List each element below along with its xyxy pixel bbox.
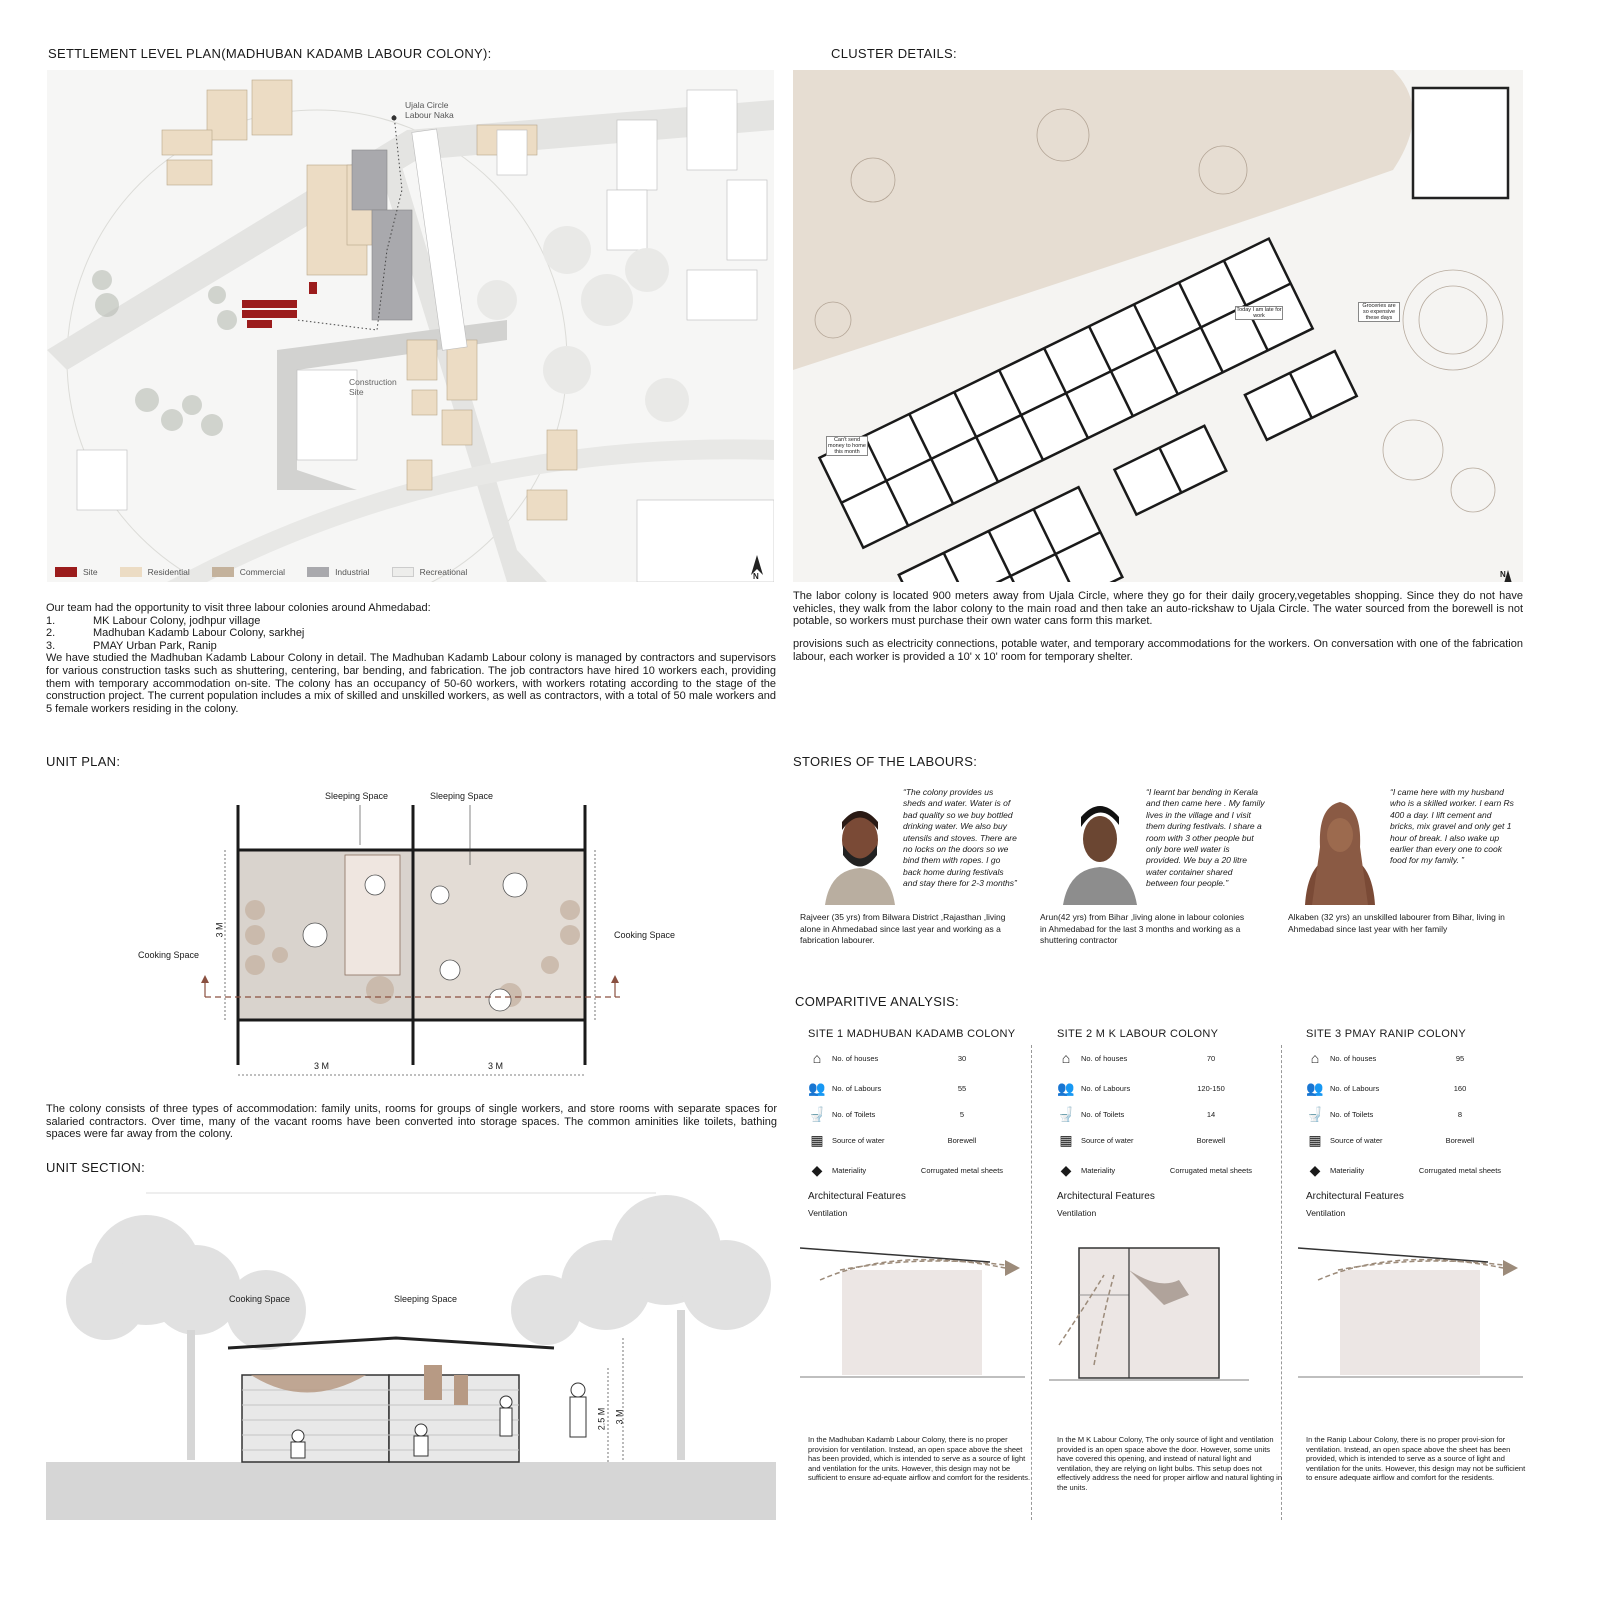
layers-icon: ◆ bbox=[1309, 1162, 1321, 1178]
section-cooking-label: Cooking Space bbox=[229, 1294, 291, 1304]
layers-icon: ◆ bbox=[1060, 1162, 1072, 1178]
people-icon: 👥 bbox=[1057, 1080, 1075, 1096]
layers-icon: ◆ bbox=[811, 1162, 823, 1178]
dim-height-left: 3 M bbox=[214, 922, 225, 938]
bubble-money: Can't send money to home this month bbox=[826, 436, 868, 456]
people-icon: 👥 bbox=[1306, 1080, 1324, 1096]
toilet-icon: 🚽 bbox=[1057, 1106, 1075, 1122]
cluster-drawing bbox=[793, 70, 1523, 582]
site-1-houses: ⌂ No. of houses 30 bbox=[808, 1050, 1007, 1066]
site-3-column bbox=[1306, 1028, 1541, 1520]
intro-line: Our team had the opportunity to visit three labour colonies around Ahmedabad: bbox=[46, 602, 431, 614]
site-1-vent-label: Ventilation bbox=[808, 1208, 848, 1218]
caption-alkaben: Alkaben (32 yrs) an unskilled labourer from Bihar, living in Ahmedabad since last year with her family bbox=[1288, 912, 1505, 934]
site-3-houses: ⌂ No. of houses 95 bbox=[1306, 1050, 1505, 1066]
site-1-column bbox=[808, 1028, 1043, 1520]
site-2-arch-label: Architectural Features bbox=[1057, 1191, 1155, 1202]
caption-rajveer: Rajveer (35 yrs) from Bilwara District ,Rajasthan ,living alone in Ahmedabad since last year and working as a fabrication labourer. bbox=[800, 912, 1006, 945]
site-1-title: SITE 1 MADHUBAN KADAMB COLONY bbox=[808, 1028, 1016, 1040]
site-1-vent-diagram bbox=[800, 1240, 1025, 1390]
site-2-labours: 👥 No. of Labours 120-150 bbox=[1057, 1080, 1225, 1096]
intro-list-item-2: 2. Madhuban Kadamb Labour Colony, sarkhej bbox=[46, 627, 305, 640]
intro-list-item-1: 1. MK Labour Colony, jodhpur village bbox=[46, 614, 261, 627]
house-icon: ⌂ bbox=[1061, 1050, 1071, 1066]
comparison-heading: COMPARITIVE ANALYSIS: bbox=[795, 994, 960, 1009]
legend-site: Site bbox=[55, 567, 98, 577]
site-2-materiality: ◆ Materiality Corrugated metal sheets bbox=[1057, 1162, 1256, 1179]
toilet-icon: 🚽 bbox=[1306, 1106, 1324, 1122]
site-3-toilets: 🚽 No. of Toilets 8 bbox=[1306, 1106, 1463, 1122]
quote-rajveer: “The colony provides us sheds and water. Water is of bad quality so we buy bottled drinking water. We also buy utensils and stoves. There are no locks on the doors so we bind them with ropes. I go back home during festivals and stay there for 2-3 months” bbox=[903, 787, 1017, 889]
settlement-map-drawing bbox=[47, 70, 774, 582]
site-2-toilets: 🚽 No. of Toilets 14 bbox=[1057, 1106, 1216, 1122]
people-icon: 👥 bbox=[808, 1080, 826, 1096]
site-2-text: In the M K Labour Colony, The only source of light and ventilation provided is an open space above the door. However, some units have covered this opening, and instead of natural light and ventilation, they are relying on light bulbs. This setup does not effectively address the need for proper airflow and natural lighting in the units. bbox=[1057, 1435, 1282, 1492]
house-icon: ⌂ bbox=[1310, 1050, 1320, 1066]
site-2-houses: ⌂ No. of houses 70 bbox=[1057, 1050, 1256, 1066]
sleeping-space-label-1: Sleeping Space bbox=[325, 791, 389, 801]
legend-industrial: Industrial bbox=[307, 567, 370, 577]
cooking-space-label-right: Cooking Space bbox=[614, 930, 676, 940]
legend-recreational: Recreational bbox=[392, 567, 468, 577]
water-tank-icon: ▦ bbox=[1308, 1132, 1322, 1148]
stories-section bbox=[800, 785, 1520, 955]
unit-plan-drawing bbox=[130, 785, 710, 1085]
stories-heading: STORIES OF THE LABOURS: bbox=[793, 754, 978, 769]
unit-section-drawing bbox=[46, 1190, 776, 1520]
site-1-text: In the Madhuban Kadamb Labour Colony, there is no proper provision for ventilation. Instead, an open space above the sheet has been provided, which is intended to serve as a source of light and ventilation for the units. However, this design may not be sufficient to ensure ad-equate airflow and comfort for the residents. bbox=[808, 1435, 1031, 1483]
bubble-groceries: Groceries are so expensive these days bbox=[1358, 302, 1400, 322]
site-2-vent-label: Ventilation bbox=[1057, 1208, 1097, 1218]
unit-section-heading: UNIT SECTION: bbox=[46, 1160, 146, 1175]
bubble-late: Today I am late for work bbox=[1236, 307, 1282, 319]
water-tank-icon: ▦ bbox=[810, 1132, 824, 1148]
site-2-title: SITE 2 M K LABOUR COLONY bbox=[1057, 1028, 1219, 1040]
ujala-circle-label: Ujala Circle Labour Naka bbox=[405, 100, 454, 120]
settlement-map bbox=[47, 70, 774, 582]
quote-arun: “I learnt bar bending in Kerala and then came here . My family lives in the village and I visit them during festivals. I share a room with 3 other people but only bore well water is provided. We buy a 20 litre water container shared between four people.” bbox=[1146, 787, 1265, 889]
unit-section-svg bbox=[46, 1190, 776, 1520]
cooking-space-label-left: Cooking Space bbox=[138, 950, 200, 960]
house-icon: ⌂ bbox=[812, 1050, 822, 1066]
water-tank-icon: ▦ bbox=[1059, 1132, 1073, 1148]
caption-arun: Arun(42 yrs) from Bihar ,living alone in labour colonies in Ahmedabad for the last 3 months and working as a shuttering contractor bbox=[1040, 912, 1245, 945]
construction-site-label: Construction Site bbox=[349, 377, 397, 397]
portrait-arun bbox=[1055, 797, 1145, 905]
cluster-north-label: N bbox=[1500, 570, 1506, 579]
cluster-map bbox=[793, 70, 1523, 582]
north-label: N bbox=[753, 572, 759, 581]
settlement-legend bbox=[55, 567, 489, 577]
legend-residential: Residential bbox=[120, 567, 190, 577]
site-3-vent-diagram bbox=[1298, 1240, 1523, 1390]
intro-text bbox=[46, 602, 776, 715]
site-2-water: ▦ Source of water Borewell bbox=[1057, 1132, 1256, 1149]
site-3-labours: 👥 No. of Labours 160 bbox=[1306, 1080, 1467, 1096]
intro-paragraph: We have studied the Madhuban Kadamb Labour Colony in detail. The Madhuban Kadamb Labour colony is managed by contractors and supervisors for various construction tasks such as shuttering, centering, bar bending, and fabrication. The job contractors have hired 10 workers each, providing them with temporary accommodation on-site. The colony has an occupancy of 50-60 workers, with workers rotating according to the stage of the construction project. The current population includes a mix of skilled and unskilled workers, as well as contractors, with a total of 50 male workers and 5 female workers residing in the colony. bbox=[46, 652, 776, 715]
toilet-icon: 🚽 bbox=[808, 1106, 826, 1122]
unit-plan-caption: The colony consists of three types of accommodation: family units, rooms for groups of single workers, and store rooms with separate spaces for salaried contractors. Over time, many of the vacant rooms have been converted into storage spaces. The common aminities like toilets, bathing spaces were far away from the colony. bbox=[46, 1103, 777, 1141]
site-3-vent-label: Ventilation bbox=[1306, 1208, 1346, 1218]
quote-alkaben: “I came here with my husband who is a skilled worker. I earn Rs 400 a day. I lift cement and bricks, mix gravel and only get 1 hour of break. I also wake up earlier than every one to cook food for my family. ” bbox=[1390, 787, 1514, 866]
legend-commercial: Commercial bbox=[212, 567, 285, 577]
intro-list-item-3: 3. PMAY Urban Park, Ranip bbox=[46, 639, 217, 652]
sleeping-space-label-2: Sleeping Space bbox=[430, 791, 494, 801]
site-1-materiality: ◆ Materiality Corrugated metal sheets bbox=[808, 1162, 1007, 1179]
site-1-labours: 👥 No. of Labours 55 bbox=[808, 1080, 967, 1096]
site-3-water: ▦ Source of water Borewell bbox=[1306, 1132, 1505, 1149]
site-1-toilets: 🚽 No. of Toilets 5 bbox=[808, 1106, 965, 1122]
section-dim-2-5m: 2.5 M bbox=[596, 1407, 607, 1431]
cluster-para-2: provisions such as electricity connections, potable water, and temporary accommodations for the workers. On conversation with one of the fabrication labour, each worker is provided a 10' x 10' room for temporary shelter. bbox=[793, 638, 1523, 663]
dim-width-1: 3 M bbox=[314, 1061, 330, 1071]
site-1-water: ▦ Source of water Borewell bbox=[808, 1132, 1007, 1149]
settlement-heading: SETTLEMENT LEVEL PLAN(MADHUBAN KADAMB LABOUR COLONY): bbox=[48, 46, 492, 61]
section-sleeping-label: Sleeping Space bbox=[394, 1294, 458, 1304]
site-3-title: SITE 3 PMAY RANIP COLONY bbox=[1306, 1028, 1467, 1040]
site-1-arch-label: Architectural Features bbox=[808, 1191, 906, 1202]
portrait-alkaben bbox=[1300, 797, 1380, 905]
section-dim-3m: 3 M bbox=[614, 1409, 625, 1425]
cluster-para-1: The labor colony is located 900 meters away from Ujala Circle, where they go for their daily grocery,vegetables shopping. Since they do not have vehicles, they walk from the labor colony to the main road and then take an auto-rickshaw to Ujala Circle. The water sourced from the borewell is not potable, so workers must purchase their own water cans form this market. bbox=[793, 590, 1523, 628]
dim-width-2: 3 M bbox=[488, 1061, 504, 1071]
site-3-arch-label: Architectural Features bbox=[1306, 1191, 1404, 1202]
portrait-rajveer bbox=[815, 800, 905, 905]
cluster-heading: CLUSTER DETAILS: bbox=[831, 46, 957, 61]
site-2-column bbox=[1057, 1028, 1292, 1520]
site-3-materiality: ◆ Materiality Corrugated metal sheets bbox=[1306, 1162, 1505, 1179]
site-2-vent-diagram bbox=[1049, 1240, 1274, 1390]
site-3-text: In the Ranip Labour Colony, there is no proper provi-sion for ventilation. Instead, an open space above the sheet has been provided, which is intended to serve as a source of light and ventilation for the units. However, this design may not be sufficient to ensure adequate airflow and comfort for the residents. bbox=[1306, 1435, 1526, 1483]
unit-plan-heading: UNIT PLAN: bbox=[46, 754, 121, 769]
